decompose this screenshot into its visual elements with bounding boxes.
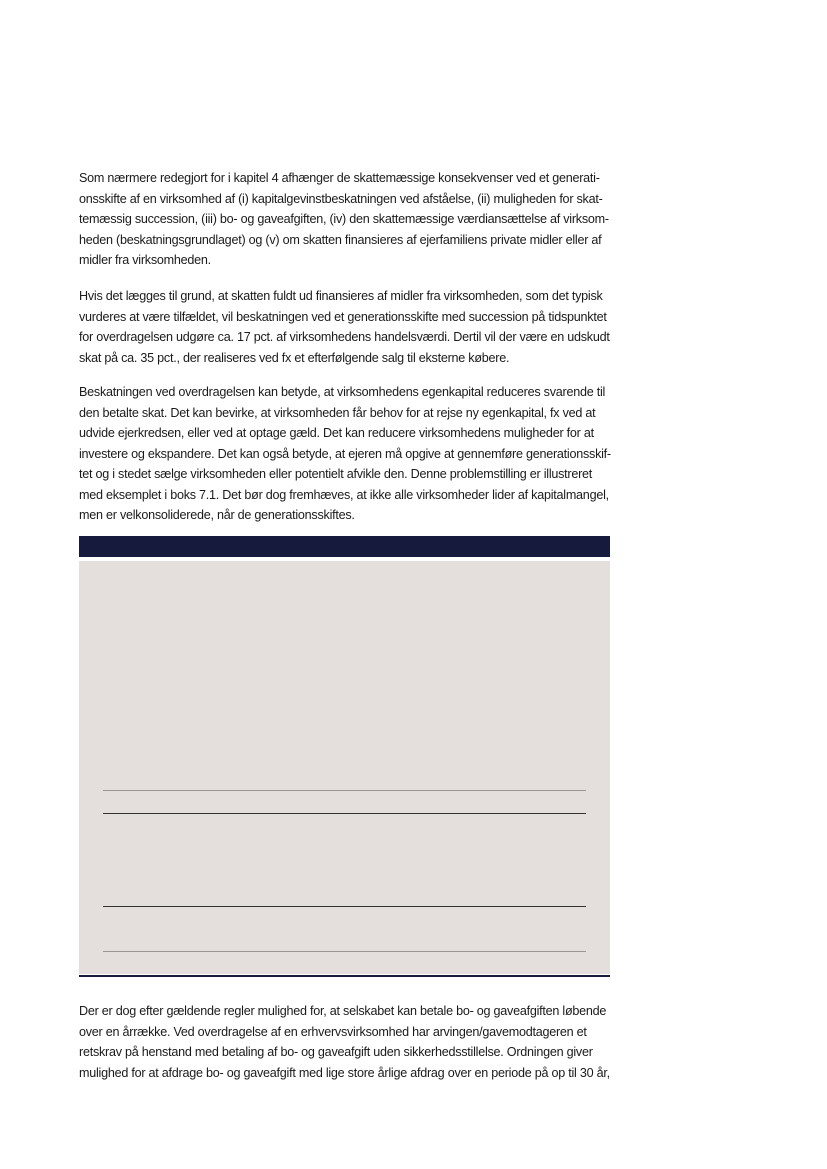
text-line: vurderes at være tilfældet, vil beskatningen ved et generationsskifte med succession på tidspunktet [79,309,607,324]
text-line: for overdragelsen udgøre ca. 17 pct. af virksomhedens handelsværdi. Dertil vil der være en udskudt [79,330,610,344]
text-line: Hvis det lægges til grund, at skatten fuldt ud finansieres af midler fra virksomheden, som det typisk [79,289,603,303]
text-line: Beskatningen ved overdragelsen kan betyde, at virksomhedens egenkapital reduceres svarende til [79,385,606,399]
box-bottom-rule [79,975,610,977]
text-line: over en årrække. Ved overdragelse af en erhvervsvirksomhed har arvingen/gavemodtageren et [79,1024,587,1039]
text-line: mulighed for at afdrage bo- og gaveafgift med lige store årlige afdrag over en periode på op til 30 år, [79,1065,610,1080]
table-divider [103,906,586,907]
text-line: Der er dog efter gældende regler mulighed for, at selskabet kan betale bo- og gaveafgiften løbende [79,1004,607,1018]
text-line: retskrav på henstand med betaling af bo- og gaveafgift uden sikkerhedsstillelse. Ordningen giver [79,1045,593,1059]
text-line: onsskifte af en virksomhed af (i) kapitalgevinstbeskatningen ved afståelse, (ii) muligheden for skat- [79,191,603,206]
table-divider [103,951,586,952]
text-line: med eksemplet i boks 7.1. Det bør dog fremhæves, at ikke alle virksomheder lider af kapitalmangel, [79,487,609,502]
table-divider [103,790,586,791]
paragraph-intro [79,168,613,271]
paragraph-equity-impact [79,382,613,526]
text-line: skat på ca. 35 pct., der realiseres ved fx et efterfølgende salg til eksterne købere. [79,350,510,365]
text-line: Som nærmere redegjort for i kapitel 4 afhænger de skattemæssige konsekvenser ved et generati- [79,171,600,185]
text-line: temæssig succession, (iii) bo- og gaveafgiften, (iv) den skattemæssige værdiansættelse af virksom- [79,212,609,226]
text-line: investere og ekspandere. Det kan også betyde, at ejeren må opgive at gennemføre generationsskif- [79,446,611,461]
paragraph-deferral [79,1001,613,1083]
text-line: tet og i stedet sælge virksomheden eller potentielt afvikle den. Denne problemstilling er illustreret [79,467,593,481]
text-line: men er velkonsoliderede, når de generationsskiftes. [79,508,355,522]
table-divider [103,813,586,814]
text-line: udvide ejerkredsen, eller ved at optage gæld. Det kan reducere virksomhedens muligheder for at [79,426,594,440]
box-content-area [79,561,610,974]
paragraph-tax-financing [79,286,613,368]
text-line: midler fra virksomheden. [79,253,211,267]
text-line: den betalte skat. Det kan bevirke, at virksomheden får behov for at rejse ny egenkapital, fx ved at [79,405,596,420]
box-header-bar [79,536,610,557]
text-line: heden (beskatningsgrundlaget) og (v) om skatten finansieres af ejerfamiliens private midler eller af [79,232,602,247]
